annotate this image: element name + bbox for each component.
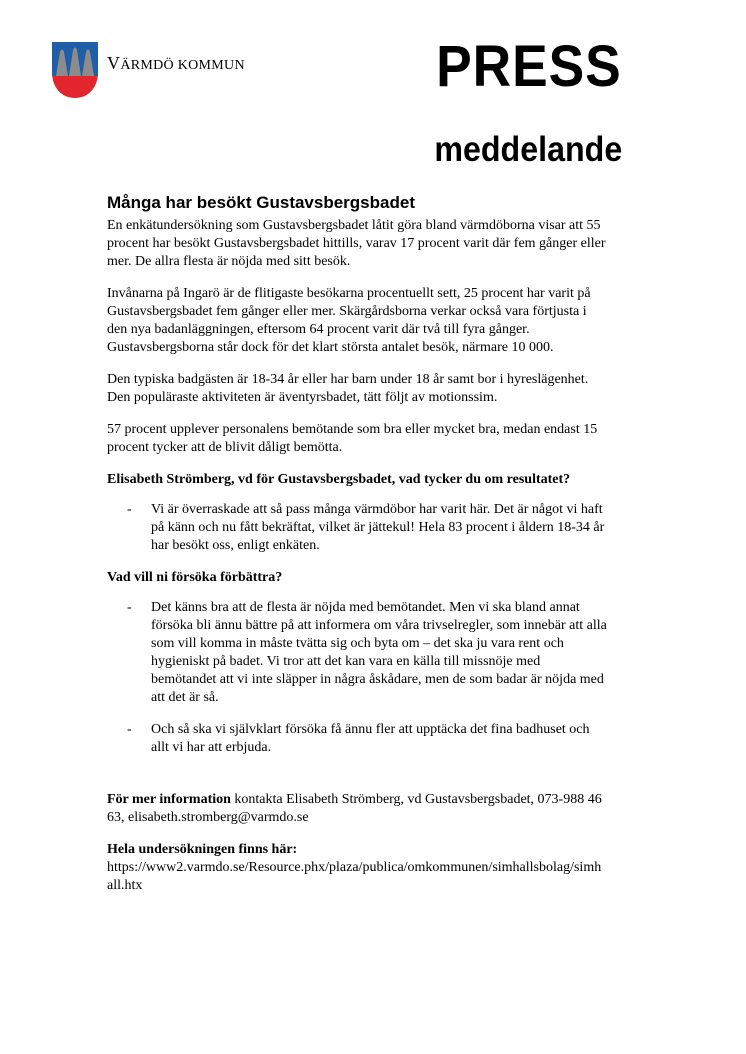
- interview-question-2: Vad vill ni försöka förbättra?: [107, 570, 283, 585]
- municipality-name: [107, 54, 245, 73]
- dash-bullet: -: [127, 722, 132, 737]
- press-subtitle: meddelande: [434, 130, 622, 169]
- press-title: PRESS: [436, 34, 622, 99]
- interview-answer-2: [107, 599, 607, 707]
- answer-1-text: Vi är överraskade att så pass många värmdöbor har varit här. Det är något vi haft på känn och nu fått bekräftat, vilket är jättekul! Hela 83 procent i åldern 18-34 år har besökt oss, enligt enkäten.: [151, 502, 605, 553]
- municipality-name-rest: ÄRMDÖ KOMMUN: [120, 58, 245, 73]
- paragraph-2: Invånarna på Ingarö är de flitigaste besökarna procentuellt sett, 25 procent har varit på Gustavsbergsbadet fem gånger eller mer. Skärgårdsborna verkar också vara förtjusta i den nya badanläggningen, eftersom 64 procent varit där två till fyra gånger. Gustavsbergsborna står dock för det klart största antalet besök, närmare 10 000.: [107, 286, 591, 355]
- answer-3-text: Och så ska vi självklart försöka få ännu fler att upptäcka det fina badhuset och allt vi har att erbjuda.: [151, 722, 590, 755]
- dash-bullet: -: [127, 502, 132, 517]
- contact-info: [107, 791, 607, 827]
- interview-answer-1: [107, 501, 607, 555]
- headline: Många har besökt Gustavsbergsbadet: [107, 193, 415, 212]
- interview-question-1: Elisabeth Strömberg, vd för Gustavsbergsbadet, vad tycker du om resultatet?: [107, 472, 571, 487]
- paragraph-1: En enkätundersökning som Gustavsbergsbadet låtit göra bland värmdöborna visar att 55 procent har besökt Gustavsbergsbadet hittills, varav 17 procent varit där fem gånger eller mer. De allra flesta är nöjda med sitt besök.: [107, 218, 606, 269]
- survey-url[interactable]: https://www2.varmdo.se/Resource.phx/plaza/publica/omkommunen/simhallsbolag/simhall.htx: [107, 860, 602, 893]
- contact-label: För mer information: [107, 792, 231, 807]
- contact-text: kontakta Elisabeth Strömberg, vd Gustavsbergsbadet, 073-988 46 63, elisabeth.stromberg@varmdo.se: [107, 792, 602, 825]
- interview-answer-3: [107, 721, 607, 757]
- survey-link-block: [107, 841, 607, 895]
- press-release-body: [107, 193, 607, 909]
- answer-2-text: Det känns bra att de flesta är nöjda med bemötandet. Men vi ska bland annat försöka bli ännu bättre på att informera om våra trivselregler, som innebär att alla som vill komma in måste tvätta sig och byta om – det ska ju vara rent och hygieniskt på badet. Vi tror att det kan vara en källa till missnöje med bemötandet att vi inte släpper in några åskådare, men de som badar är nöjda med att det är så.: [151, 600, 607, 705]
- dash-bullet: -: [127, 600, 132, 615]
- varmdo-coat-of-arms-logo: [52, 42, 98, 98]
- survey-label: Hela undersökningen finns här:: [107, 842, 298, 857]
- paragraph-4: 57 procent upplever personalens bemötande som bra eller mycket bra, medan endast 15 procent tycker att de blivit dåligt bemötta.: [107, 422, 598, 455]
- municipality-name-initial: V: [107, 53, 121, 73]
- paragraph-3: Den typiska badgästen är 18-34 år eller har barn under 18 år samt bor i hyreslägenhet. Den populäraste aktiviteten är äventyrsbadet, tätt följt av motionssim.: [107, 372, 589, 405]
